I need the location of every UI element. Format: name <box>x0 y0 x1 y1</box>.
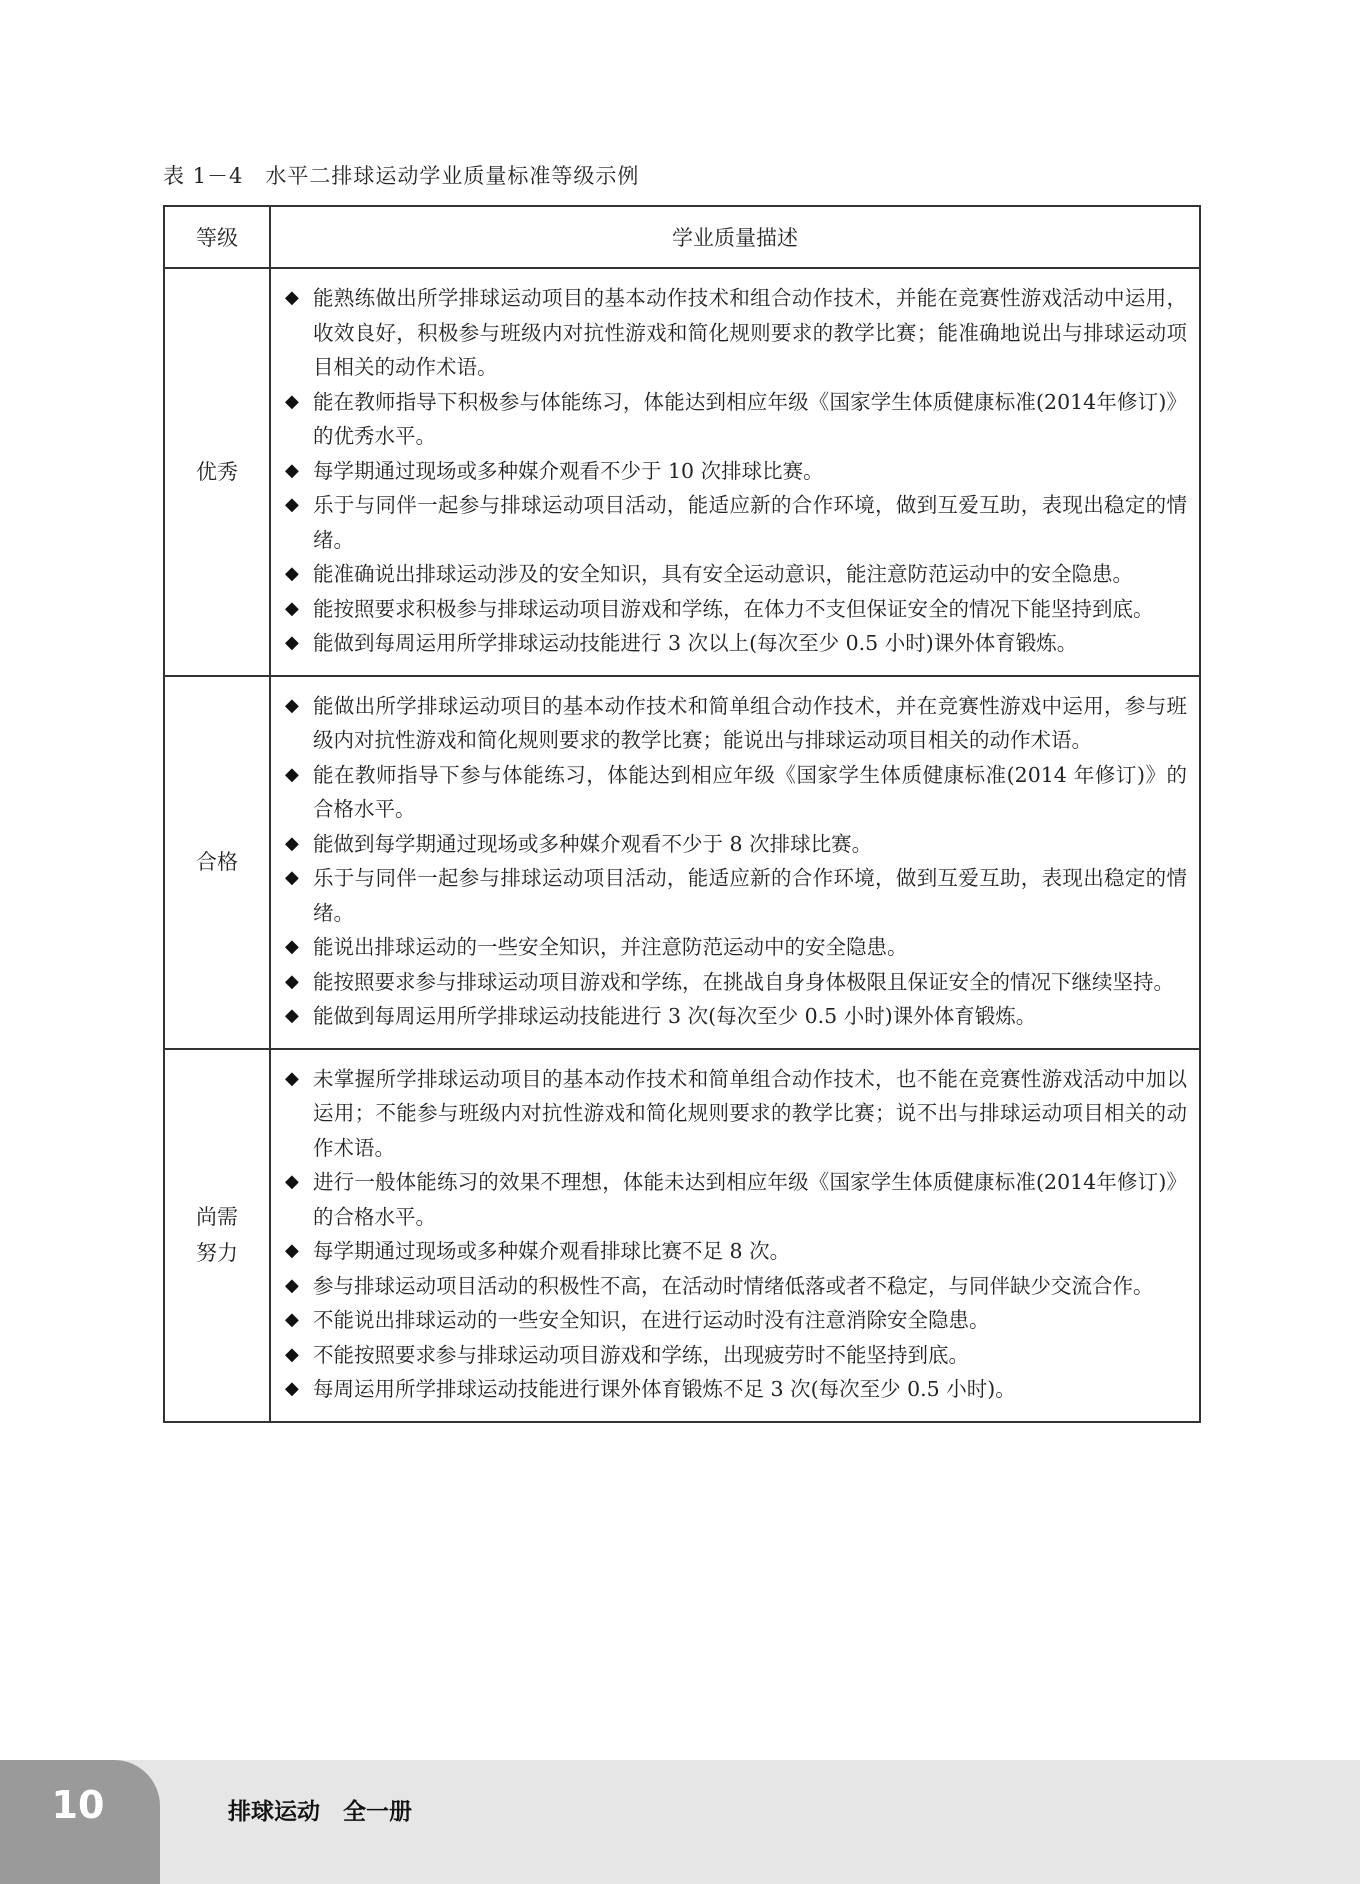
item-text: 进行一般体能练习的效果不理想，体能未达到相应年级《国家学生体质健康标准(2014年修订)》的合格水平。 <box>313 1170 1187 1229</box>
table-header-row <box>164 206 1200 268</box>
list-item <box>283 861 1187 930</box>
list-item <box>283 454 1187 489</box>
table-row <box>164 1049 1200 1422</box>
list-item <box>283 385 1187 454</box>
list-item <box>283 1165 1187 1234</box>
diamond-bullet-icon: ◆ <box>285 763 299 785</box>
list-item <box>283 965 1187 1000</box>
item-text: 每学期通过现场或多种媒介观看不少于 10 次排球比赛。 <box>313 458 824 483</box>
table-row <box>164 268 1200 676</box>
diamond-bullet-icon: ◆ <box>285 494 299 515</box>
description-cell <box>270 1049 1200 1422</box>
item-text: 参与排球运动项目活动的积极性不高，在活动时情绪低落或者不稳定，与同伴缺少交流合作。 <box>313 1273 1154 1298</box>
list-item <box>283 626 1187 661</box>
list-item <box>283 999 1187 1034</box>
list-item <box>283 1062 1187 1166</box>
item-text: 每周运用所学排球运动技能进行课外体育锻炼不足 3 次(每次至少 0.5 小时)。 <box>313 1377 1016 1401</box>
header-description: 学业质量描述 <box>270 206 1200 268</box>
diamond-bullet-icon: ◆ <box>285 970 299 992</box>
list-item <box>283 488 1187 557</box>
diamond-bullet-icon: ◆ <box>285 1378 299 1399</box>
list-item <box>283 689 1187 758</box>
item-text: 能做到每周运用所学排球运动技能进行 3 次(每次至少 0.5 小时)课外体育锻炼。 <box>313 1004 1037 1028</box>
diamond-bullet-icon: ◆ <box>285 563 299 584</box>
item-text: 能按照要求积极参与排球运动项目游戏和学练，在体力不支但保证安全的情况下能坚持到底。 <box>313 596 1154 621</box>
item-text: 每学期通过现场或多种媒介观看排球比赛不足 8 次。 <box>313 1239 791 1263</box>
list-item <box>283 1338 1187 1373</box>
item-text: 能按照要求参与排球运动项目游戏和学练，在挑战自身身体极限且保证安全的情况下继续坚持。 <box>313 969 1174 994</box>
description-list <box>283 1062 1187 1407</box>
diamond-bullet-icon: ◆ <box>285 867 299 888</box>
list-item <box>283 758 1187 827</box>
description-list <box>283 281 1187 661</box>
diamond-bullet-icon: ◆ <box>285 287 299 308</box>
list-item <box>283 930 1187 965</box>
diamond-bullet-icon: ◆ <box>285 832 299 854</box>
grade-label-line: 尚需 <box>196 1205 238 1229</box>
list-item <box>283 827 1187 862</box>
list-item <box>283 1372 1187 1407</box>
diamond-bullet-icon: ◆ <box>285 1274 299 1296</box>
item-text: 能在教师指导下参与体能练习，体能达到相应年级《国家学生体质健康标准(2014 年修订)》的合格水平。 <box>313 762 1187 821</box>
item-text: 能做出所学排球运动项目的基本动作技术和简单组合动作技术，并在竞赛性游戏中运用，参与班级内对抗性游戏和简化规则要求的教学比赛；能说出与排球运动项目相关的动作术语。 <box>313 693 1187 752</box>
header-grade: 等级 <box>164 206 270 268</box>
list-item <box>283 1269 1187 1304</box>
description-cell <box>270 676 1200 1049</box>
item-text: 能熟练做出所学排球运动项目的基本动作技术和组合动作技术，并能在竞赛性游戏活动中运用，收效良好，积极参与班级内对抗性游戏和简化规则要求的教学比赛；能准确地说出与排球运动项目相关的动作术语。 <box>313 286 1187 379</box>
diamond-bullet-icon: ◆ <box>285 1240 299 1261</box>
grade-cell: 合格 <box>164 676 270 1049</box>
diamond-bullet-icon: ◆ <box>285 1171 299 1192</box>
diamond-bullet-icon: ◆ <box>285 1343 299 1365</box>
diamond-bullet-icon: ◆ <box>285 390 299 412</box>
description-cell <box>270 268 1200 676</box>
table-row <box>164 676 1200 1049</box>
book-title: 排球运动 全一册 <box>228 1799 412 1825</box>
item-text: 不能说出排球运动的一些安全知识，在进行运动时没有注意消除安全隐患。 <box>313 1308 990 1332</box>
item-text: 未掌握所学排球运动项目的基本动作技术和简单组合动作技术，也不能在竞赛性游戏活动中加以运用；不能参与班级内对抗性游戏和简化规则要求的教学比赛；说不出与排球运动项目相关的动作术语。 <box>313 1066 1187 1160</box>
diamond-bullet-icon: ◆ <box>285 1309 299 1330</box>
item-text: 乐于与同伴一起参与排球运动项目活动，能适应新的合作环境，做到互爱互助，表现出稳定的情绪。 <box>313 493 1187 552</box>
list-item <box>283 1234 1187 1269</box>
list-item <box>283 1303 1187 1338</box>
description-list <box>283 689 1187 1034</box>
diamond-bullet-icon: ◆ <box>285 632 299 653</box>
grade-label-line: 努力 <box>196 1241 238 1265</box>
item-text: 能做到每周运用所学排球运动技能进行 3 次以上(每次至少 0.5 小时)课外体育锻炼。 <box>313 631 1078 655</box>
diamond-bullet-icon: ◆ <box>285 936 299 957</box>
diamond-bullet-icon: ◆ <box>285 459 299 481</box>
grade-cell <box>164 1049 270 1422</box>
item-text: 能在教师指导下积极参与体能练习，体能达到相应年级《国家学生体质健康标准(2014年修订)》的优秀水平。 <box>313 389 1187 448</box>
table-caption: 表 1－4 水平二排球运动学业质量标准等级示例 <box>163 164 640 188</box>
diamond-bullet-icon: ◆ <box>285 1005 299 1026</box>
list-item <box>283 592 1187 627</box>
item-text: 乐于与同伴一起参与排球运动项目活动，能适应新的合作环境，做到互爱互助，表现出稳定的情绪。 <box>313 866 1187 925</box>
quality-standard-table <box>163 205 1201 1423</box>
diamond-bullet-icon: ◆ <box>285 597 299 619</box>
item-text: 能做到每学期通过现场或多种媒介观看不少于 8 次排球比赛。 <box>313 831 873 856</box>
grade-cell: 优秀 <box>164 268 270 676</box>
item-text: 不能按照要求参与排球运动项目游戏和学练，出现疲劳时不能坚持到底。 <box>313 1342 969 1367</box>
list-item <box>283 557 1187 592</box>
list-item <box>283 281 1187 385</box>
diamond-bullet-icon: ◆ <box>285 1067 299 1089</box>
item-text: 能准确说出排球运动涉及的安全知识，具有安全运动意识，能注意防范运动中的安全隐患。 <box>313 562 1133 586</box>
footer-bar <box>0 1760 1360 1884</box>
diamond-bullet-icon: ◆ <box>285 694 299 716</box>
page-number: 10 <box>51 1783 105 1827</box>
item-text: 能说出排球运动的一些安全知识，并注意防范运动中的安全隐患。 <box>313 935 908 959</box>
